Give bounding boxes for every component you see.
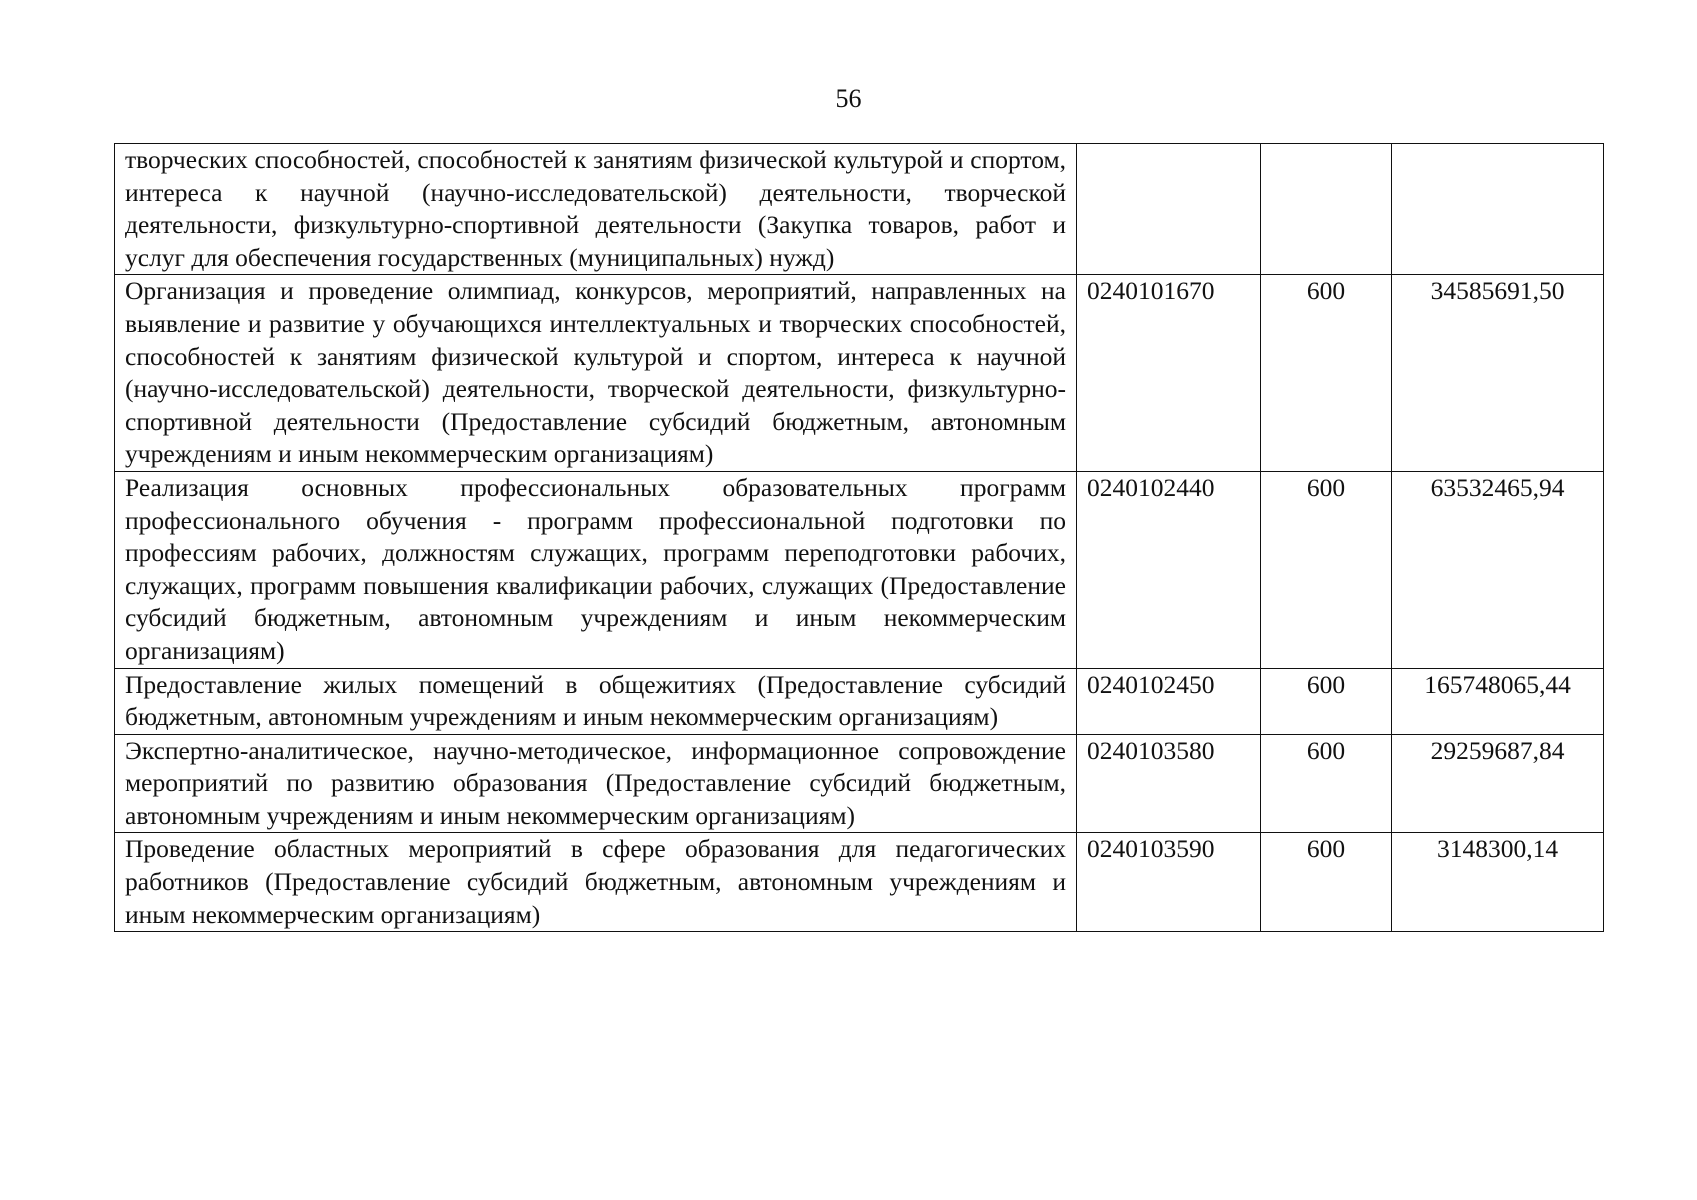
budget-allocation-table — [114, 143, 1604, 932]
description-cell: Проведение областных мероприятий в сфере образования для педагогических работников (Предоставление субсидий бюджетным, автономным учреждениям и иным некоммерческим организациям) — [115, 833, 1077, 932]
amount-cell: 165748065,44 — [1392, 668, 1604, 734]
expense-type-cell: 600 — [1261, 471, 1392, 668]
description-cell: Предоставление жилых помещений в общежитиях (Предоставление субсидий бюджетным, автономным учреждениям и иным некоммерческим организациям) — [115, 668, 1077, 734]
amount-cell: 63532465,94 — [1392, 471, 1604, 668]
target-code-cell: 0240103590 — [1077, 833, 1261, 932]
target-code-cell: 0240103580 — [1077, 734, 1261, 833]
table-row — [115, 668, 1604, 734]
table-row — [115, 144, 1604, 275]
description-cell: Экспертно-аналитическое, научно-методическое, информационное сопровождение мероприятий по развитию образования (Предоставление субсидий бюджетным, автономным учреждениям и иным некоммерческим организациям) — [115, 734, 1077, 833]
amount-cell — [1392, 144, 1604, 275]
expense-type-cell: 600 — [1261, 833, 1392, 932]
table-row — [115, 734, 1604, 833]
table-row — [115, 275, 1604, 472]
amount-cell: 29259687,84 — [1392, 734, 1604, 833]
description-cell: Реализация основных профессиональных образовательных программ профессионального обучения - программ профессиональной подготовки по профессиям рабочих, должностям служащих, программ переподготовки рабочих, служащих, программ повышения квалификации рабочих, служащих (Предоставление субсидий бюджетным, автономным учреждениям и иным некоммерческим организациям) — [115, 471, 1077, 668]
amount-cell: 34585691,50 — [1392, 275, 1604, 472]
expense-type-cell: 600 — [1261, 275, 1392, 472]
target-code-cell: 0240102440 — [1077, 471, 1261, 668]
target-code-cell: 0240101670 — [1077, 275, 1261, 472]
page-number: 56 — [835, 84, 862, 113]
table-row — [115, 471, 1604, 668]
expense-type-cell: 600 — [1261, 668, 1392, 734]
description-cell: творческих способностей, способностей к занятиям физической культурой и спортом, интереса к научной (научно-исследовательской) деятельности, творческой деятельности, физкультурно-спортивной деятельности (Закупка товаров, работ и услуг для обеспечения государственных (муниципальных) нужд) — [115, 144, 1077, 275]
amount-cell: 3148300,14 — [1392, 833, 1604, 932]
target-code-cell: 0240102450 — [1077, 668, 1261, 734]
expense-type-cell: 600 — [1261, 734, 1392, 833]
expense-type-cell — [1261, 144, 1392, 275]
description-cell: Организация и проведение олимпиад, конкурсов, мероприятий, направленных на выявление и развитие у обучающихся интеллектуальных и творческих способностей, способностей к занятиям физической культурой и спортом, интереса к научной (научно-исследовательской) деятельности, творческой деятельности, физкультурно-спортивной деятельности (Предоставление субсидий бюджетным, автономным учреждениям и иным некоммерческим организациям) — [115, 275, 1077, 472]
target-code-cell — [1077, 144, 1261, 275]
table-row — [115, 833, 1604, 932]
